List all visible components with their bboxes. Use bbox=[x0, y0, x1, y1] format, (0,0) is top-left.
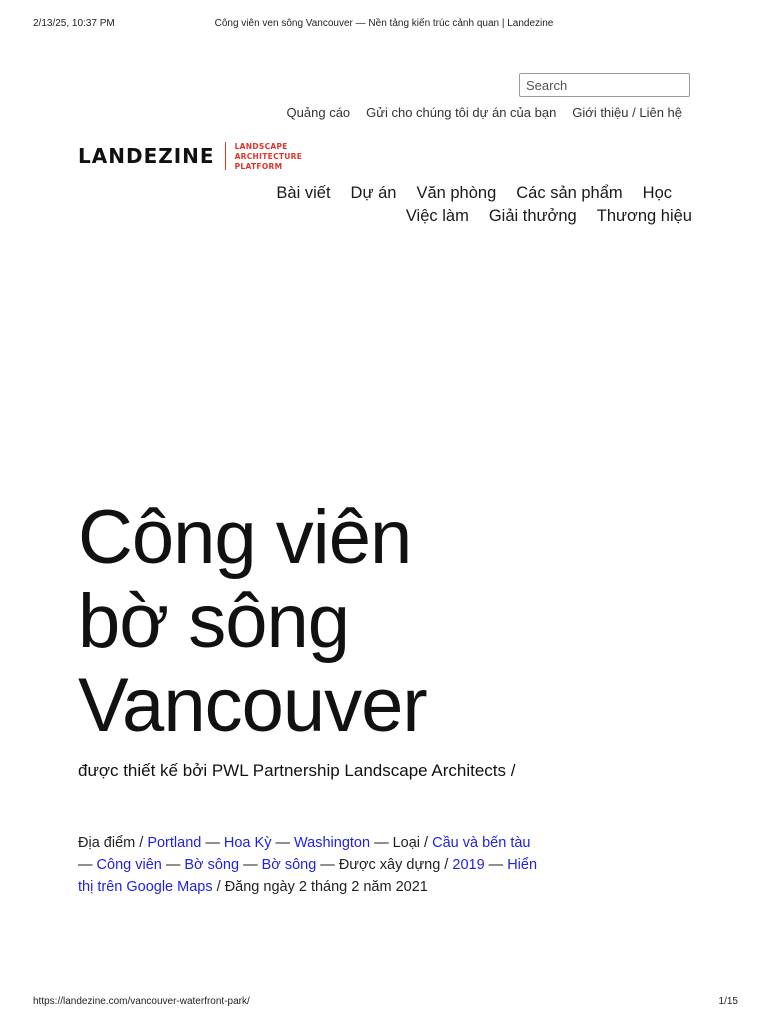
print-page-title: Công viên ven sông Vancouver — Nền tảng kiến trúc cảnh quan | Landezine bbox=[214, 18, 554, 29]
nav-item-offices[interactable]: Văn phòng bbox=[416, 184, 497, 202]
nav-item-articles[interactable]: Bài viết bbox=[276, 184, 331, 202]
site-logo[interactable] bbox=[78, 140, 302, 176]
about-contact-link[interactable]: Giới thiệu / Liên hệ bbox=[572, 105, 682, 120]
location-country-link[interactable]: Hoa Kỳ bbox=[223, 835, 272, 851]
print-footer bbox=[0, 996, 768, 1010]
meta-separator: — bbox=[201, 835, 224, 851]
logo-tagline-line: PLATFORM bbox=[234, 162, 283, 171]
print-date: 2/13/25, 10:37 PM bbox=[33, 18, 115, 29]
nav-item-awards[interactable]: Giải thưởng bbox=[488, 207, 577, 225]
nav-item-products[interactable]: Các sản phẩm bbox=[516, 184, 623, 202]
article-subtitle: được thiết kế bởi PWL Partnership Landscape Architects / bbox=[78, 761, 516, 780]
article-title-line: Công viên bbox=[78, 495, 412, 580]
logo-divider bbox=[225, 142, 226, 170]
meta-separator: — bbox=[78, 857, 97, 873]
print-header bbox=[0, 18, 768, 32]
nav-item-learn[interactable]: Học bbox=[642, 184, 672, 202]
advertise-link[interactable]: Quảng cáo bbox=[286, 105, 351, 120]
submit-project-link[interactable]: Gửi cho chúng tôi dự án của bạn bbox=[366, 105, 557, 120]
nav-item-brands[interactable]: Thương hiệu bbox=[596, 207, 692, 225]
location-city-link[interactable]: Portland bbox=[147, 835, 202, 851]
print-url: https://landezine.com/vancouver-waterfront-park/ bbox=[33, 996, 250, 1007]
type-waterfront-link[interactable]: Bờ sông bbox=[184, 857, 240, 873]
location-state-link[interactable]: Washington bbox=[294, 835, 371, 851]
type-parks-link[interactable]: Công viên bbox=[96, 857, 162, 873]
logo-wordmark: LANDEZINE bbox=[78, 144, 215, 168]
meta-separator: — bbox=[161, 857, 185, 873]
meta-separator: — bbox=[239, 857, 262, 873]
article-title-line: bờ sông bbox=[78, 579, 350, 664]
meta-separator: — bbox=[484, 857, 508, 873]
article-title-line: Vancouver bbox=[78, 663, 427, 748]
logo-tagline-line: LANDSCAPE bbox=[234, 142, 288, 151]
type-waterfront-link-2[interactable]: Bờ sông bbox=[261, 857, 317, 873]
nav-item-projects[interactable]: Dự án bbox=[350, 184, 397, 202]
meta-built-label: — Được xây dựng / bbox=[316, 857, 453, 873]
meta-separator: — bbox=[271, 835, 295, 851]
type-bridges-link[interactable]: Cầu và bến tàu bbox=[432, 835, 531, 851]
google-maps-link[interactable]: Hiển thị trên Google Maps bbox=[78, 857, 538, 895]
print-page-number: 1/15 bbox=[718, 996, 738, 1007]
logo-tagline-line: ARCHITECTURE bbox=[234, 152, 303, 161]
article-meta bbox=[78, 832, 548, 898]
nav-item-jobs[interactable]: Việc làm bbox=[405, 207, 469, 225]
utility-links bbox=[287, 105, 682, 120]
meta-posted-date: / Đăng ngày 2 tháng 2 năm 2021 bbox=[212, 879, 428, 895]
built-year-link[interactable]: 2019 bbox=[452, 857, 485, 873]
main-nav bbox=[252, 182, 692, 228]
article-title bbox=[78, 496, 578, 748]
meta-location-label: Địa điểm / bbox=[78, 835, 148, 851]
meta-type-label: — Loại / bbox=[370, 835, 433, 851]
logo-tagline bbox=[235, 142, 303, 172]
search-input[interactable] bbox=[519, 73, 690, 97]
